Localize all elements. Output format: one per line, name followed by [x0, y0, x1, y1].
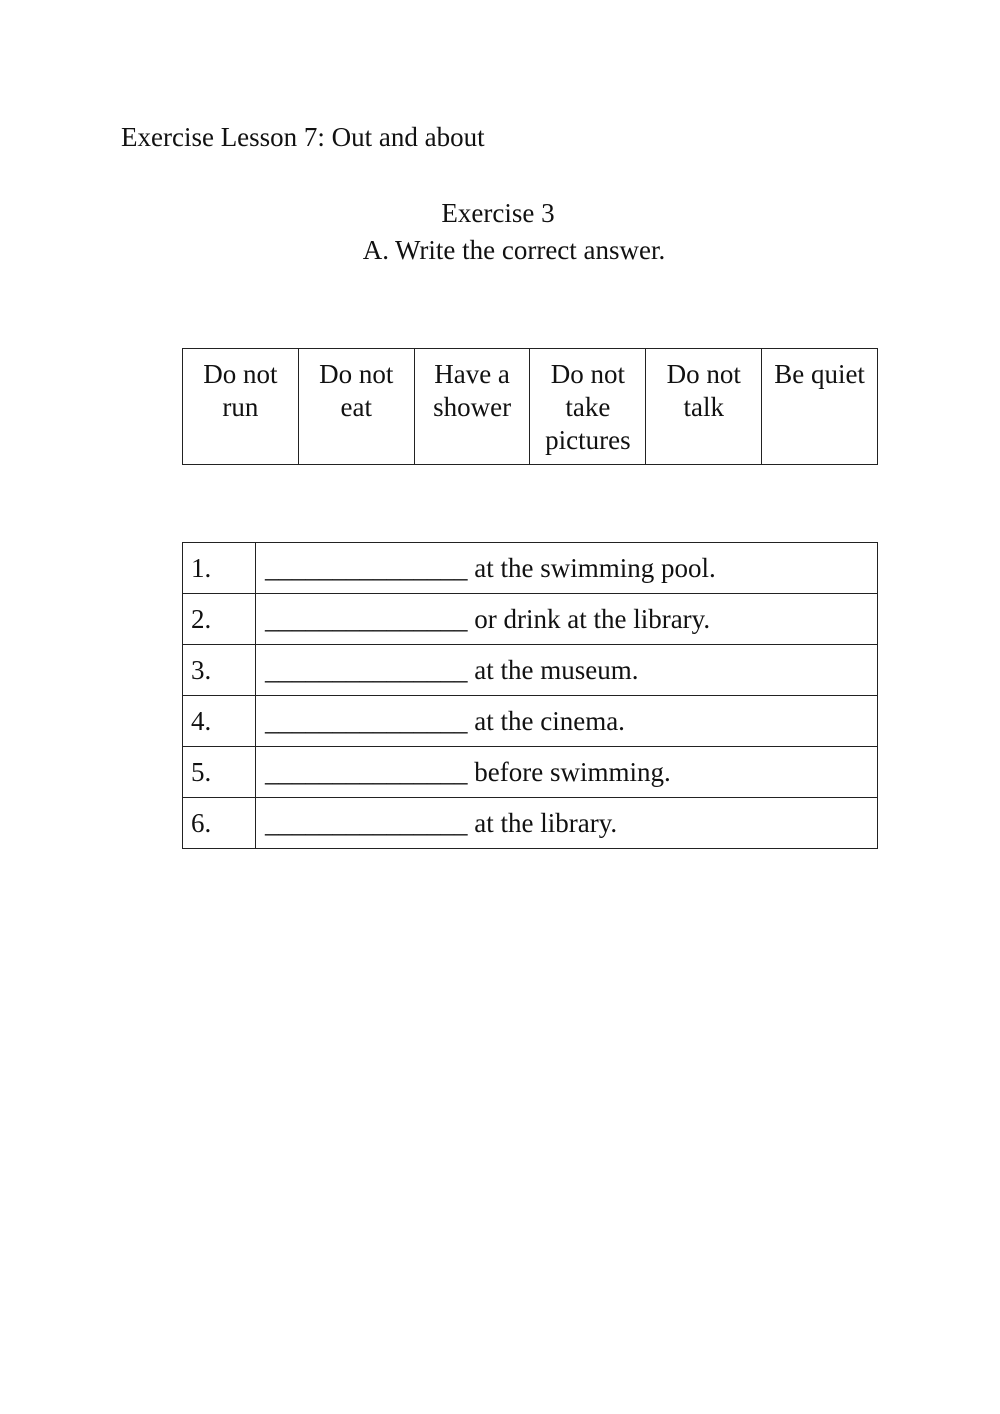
word-bank-line: pictures — [545, 425, 631, 455]
sentence-text: at the library. — [474, 808, 618, 838]
sentence-text-cell — [256, 798, 878, 849]
word-bank-table — [182, 348, 878, 465]
word-bank-cell — [530, 349, 646, 465]
sentence-text: or drink at the library. — [474, 604, 711, 634]
instruction-letter: A. — [362, 235, 389, 265]
exercise-heading — [0, 196, 1000, 267]
answer-blank[interactable]: _______________ — [265, 655, 468, 685]
word-bank-cell — [414, 349, 530, 465]
instruction — [28, 233, 1000, 267]
instruction-text: Write the correct answer. — [394, 235, 666, 265]
word-bank-line: Do not — [666, 359, 741, 389]
word-bank-cell — [762, 349, 878, 465]
answer-blank[interactable]: _______________ — [265, 706, 468, 736]
sentence-number: 3. — [183, 645, 256, 696]
exercise-number: Exercise 3 — [441, 198, 555, 228]
word-bank-line: take — [565, 392, 611, 422]
sentence-row — [183, 696, 878, 747]
sentence-text: at the cinema. — [474, 706, 625, 736]
sentence-text-cell — [256, 594, 878, 645]
sentence-number: 1. — [183, 543, 256, 594]
word-bank-cell — [646, 349, 762, 465]
word-bank-line: run — [222, 392, 259, 422]
word-bank-line: Do not — [550, 359, 626, 389]
word-bank-line: Do not — [203, 359, 278, 389]
document-title: Exercise Lesson 7: Out and about — [121, 122, 485, 152]
sentence-row — [183, 543, 878, 594]
sentence-number: 4. — [183, 696, 256, 747]
sentence-row — [183, 747, 878, 798]
sentence-text: before swimming. — [474, 757, 671, 787]
word-bank-line: shower — [433, 392, 512, 422]
sentence-text-cell — [256, 645, 878, 696]
sentence-text-cell — [256, 747, 878, 798]
sentence-row — [183, 798, 878, 849]
sentence-text: at the museum. — [474, 655, 639, 685]
word-bank-line: eat — [340, 392, 372, 422]
sentence-text-cell — [256, 696, 878, 747]
sentence-text-cell — [256, 543, 878, 594]
sentence-row — [183, 594, 878, 645]
answer-blank[interactable]: _______________ — [265, 604, 468, 634]
word-bank-cell — [298, 349, 414, 465]
word-bank-line: talk — [683, 392, 724, 422]
sentence-number: 6. — [183, 798, 256, 849]
sentences-table — [182, 542, 878, 849]
answer-blank[interactable]: _______________ — [265, 553, 468, 583]
answer-blank[interactable]: _______________ — [265, 757, 468, 787]
word-bank-line: Have a — [434, 359, 510, 389]
word-bank-line: Do not — [319, 359, 394, 389]
word-bank-row — [183, 349, 878, 465]
word-bank-cell — [183, 349, 299, 465]
word-bank-line: Be quiet — [774, 359, 865, 389]
answer-blank[interactable]: _______________ — [265, 808, 468, 838]
sentence-text: at the swimming pool. — [474, 553, 716, 583]
sentence-number: 5. — [183, 747, 256, 798]
sentence-row — [183, 645, 878, 696]
sentence-number: 2. — [183, 594, 256, 645]
